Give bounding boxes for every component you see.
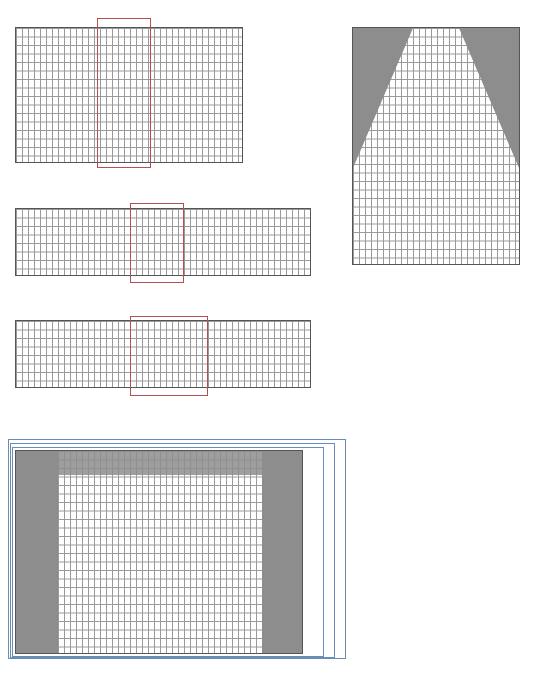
chart-a-repeat-box <box>97 18 151 168</box>
chart-c-repeat-box <box>130 316 208 396</box>
chart-d-size-l-box <box>8 439 346 659</box>
chart-b-repeat-box <box>130 203 184 283</box>
